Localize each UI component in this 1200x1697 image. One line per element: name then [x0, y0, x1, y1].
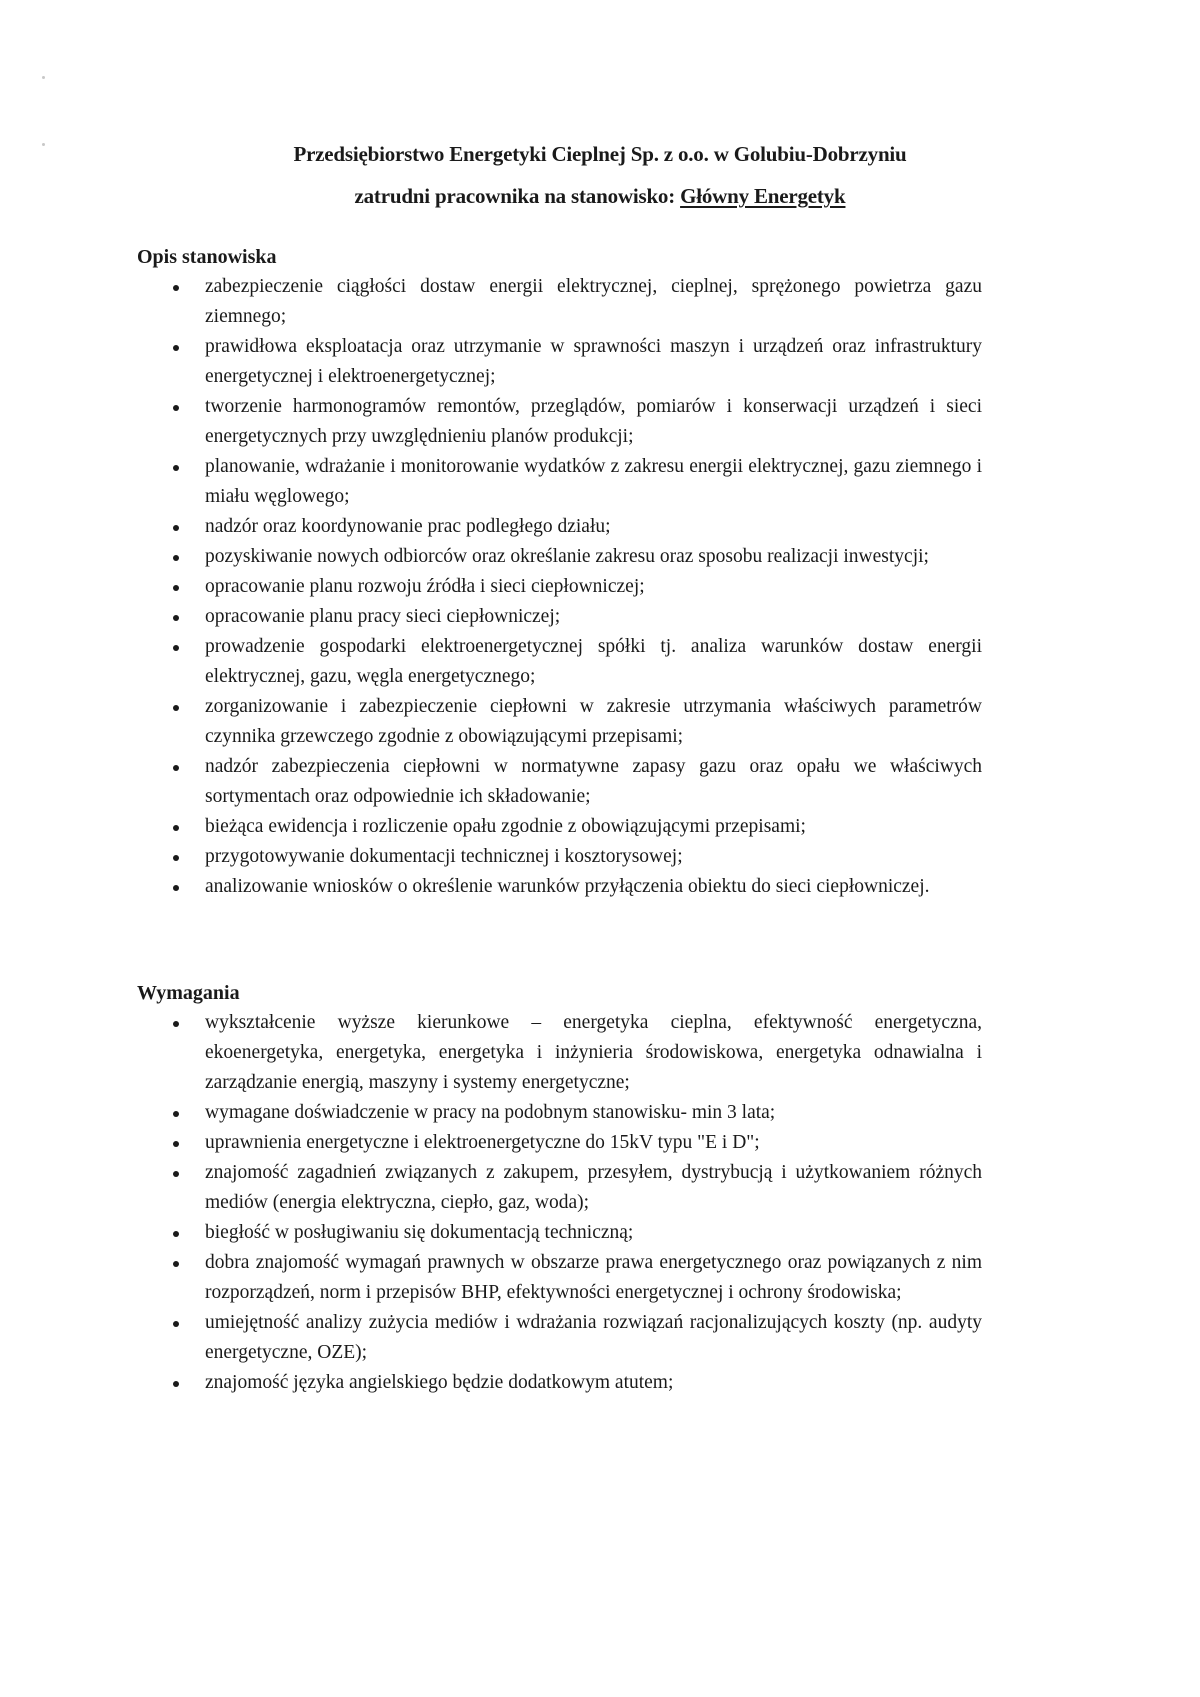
list-item: planowanie, wdrażanie i monitorowanie wydatków z zakresu energii elektrycznej, gazu ziemnego i miału węglowego; — [137, 452, 982, 512]
list-item: uprawnienia energetyczne i elektroenergetyczne do 15kV typu "E i D"; — [137, 1128, 982, 1158]
list-item: wykształcenie wyższe kierunkowe – energetyka cieplna, efektywność energetyczna, ekoenergetyka, energetyka, energetyka i inżynieria środowiskowa, energetyka odnawialna i zarządzanie energią, maszyny i systemy energetyczne; — [137, 1008, 982, 1098]
bullet-icon — [173, 405, 179, 411]
bullet-icon — [173, 825, 179, 831]
job-title: Główny Energetyk — [680, 184, 846, 208]
list-item: zorganizowanie i zabezpieczenie ciepłowni w zakresie utrzymania właściwych parametrów czynnika grzewczego zgodnie z obowiązującymi przepisami; — [137, 692, 982, 752]
list-item: pozyskiwanie nowych odbiorców oraz określanie zakresu oraz sposobu realizacji inwestycji; — [137, 542, 982, 572]
list-item: tworzenie harmonogramów remontów, przeglądów, pomiarów i konserwacji urządzeń i sieci energetycznych przy uwzględnieniu planów produkcji; — [137, 392, 982, 452]
bullet-icon — [173, 345, 179, 351]
list-item: znajomość języka angielskiego będzie dodatkowym atutem; — [137, 1368, 982, 1398]
bullet-icon — [173, 855, 179, 861]
bullet-icon — [173, 525, 179, 531]
section-requirements — [137, 978, 982, 1398]
list-item: umiejętność analizy zużycia mediów i wdrażania rozwiązań racjonalizujących koszty (np. audyty energetyczne, OZE); — [137, 1308, 982, 1368]
bullet-icon — [173, 1021, 179, 1027]
list-item: prowadzenie gospodarki elektroenergetycznej spółki tj. analiza warunków dostaw energii elektrycznej, gazu, węgla energetycznego; — [137, 632, 982, 692]
bullet-icon — [173, 645, 179, 651]
list-item: nadzór zabezpieczenia ciepłowni w normatywne zapasy gazu oraz opału we właściwych sortymentach oraz odpowiednie ich składowanie; — [137, 752, 982, 812]
list-item: opracowanie planu pracy sieci ciepłowniczej; — [137, 602, 982, 632]
scan-artifact-dot — [42, 76, 45, 79]
bullet-icon — [173, 615, 179, 621]
bullet-icon — [173, 1321, 179, 1327]
section-heading: Wymagania — [137, 982, 240, 1004]
requirements-list — [137, 1008, 982, 1398]
list-item: analizowanie wniosków o określenie warunków przyłączenia obiektu do sieci ciepłowniczej. — [137, 872, 982, 902]
job-announcement-line — [0, 184, 1200, 209]
list-item: nadzór oraz koordynowanie prac podległego działu; — [137, 512, 982, 542]
bullet-icon — [173, 585, 179, 591]
list-item: przygotowywanie dokumentacji technicznej i kosztorysowej; — [137, 842, 982, 872]
list-item: opracowanie planu rozwoju źródła i sieci ciepłowniczej; — [137, 572, 982, 602]
section-job-description — [137, 242, 982, 902]
bullet-icon — [173, 1171, 179, 1177]
list-item: dobra znajomość wymagań prawnych w obszarze prawa energetycznego oraz powiązanych z nim rozporządzeń, norm i przepisów BHP, efektywności energetycznej i ochrony środowiska; — [137, 1248, 982, 1308]
list-item: biegłość w posługiwaniu się dokumentacją techniczną; — [137, 1218, 982, 1248]
announcement-prefix: zatrudni pracownika na stanowisko: — [354, 184, 681, 208]
section-heading: Opis stanowiska — [137, 246, 277, 268]
bullet-icon — [173, 1261, 179, 1267]
bullet-icon — [173, 765, 179, 771]
bullet-icon — [173, 885, 179, 891]
bullet-icon — [173, 465, 179, 471]
list-item: zabezpieczenie ciągłości dostaw energii elektrycznej, cieplnej, sprężonego powietrza gazu ziemnego; — [137, 272, 982, 332]
bullet-icon — [173, 705, 179, 711]
bullet-icon — [173, 1111, 179, 1117]
bullet-icon — [173, 1381, 179, 1387]
bullet-icon — [173, 285, 179, 291]
list-item: wymagane doświadczenie w pracy na podobnym stanowisku- min 3 lata; — [137, 1098, 982, 1128]
list-item: znajomość zagadnień związanych z zakupem, przesyłem, dystrybucją i użytkowaniem różnych mediów (energia elektryczna, ciepło, gaz, woda); — [137, 1158, 982, 1218]
bullet-icon — [173, 1141, 179, 1147]
bullet-icon — [173, 1231, 179, 1237]
list-item: prawidłowa eksploatacja oraz utrzymanie w sprawności maszyn i urządzeń oraz infrastruktury energetycznej i elektroenergetycznej; — [137, 332, 982, 392]
bullet-icon — [173, 555, 179, 561]
job-description-list — [137, 272, 982, 902]
company-title: Przedsiębiorstwo Energetyki Cieplnej Sp. z o.o. w Golubiu-Dobrzyniu — [293, 142, 907, 166]
list-item: bieżąca ewidencja i rozliczenie opału zgodnie z obowiązującymi przepisami; — [137, 812, 982, 842]
